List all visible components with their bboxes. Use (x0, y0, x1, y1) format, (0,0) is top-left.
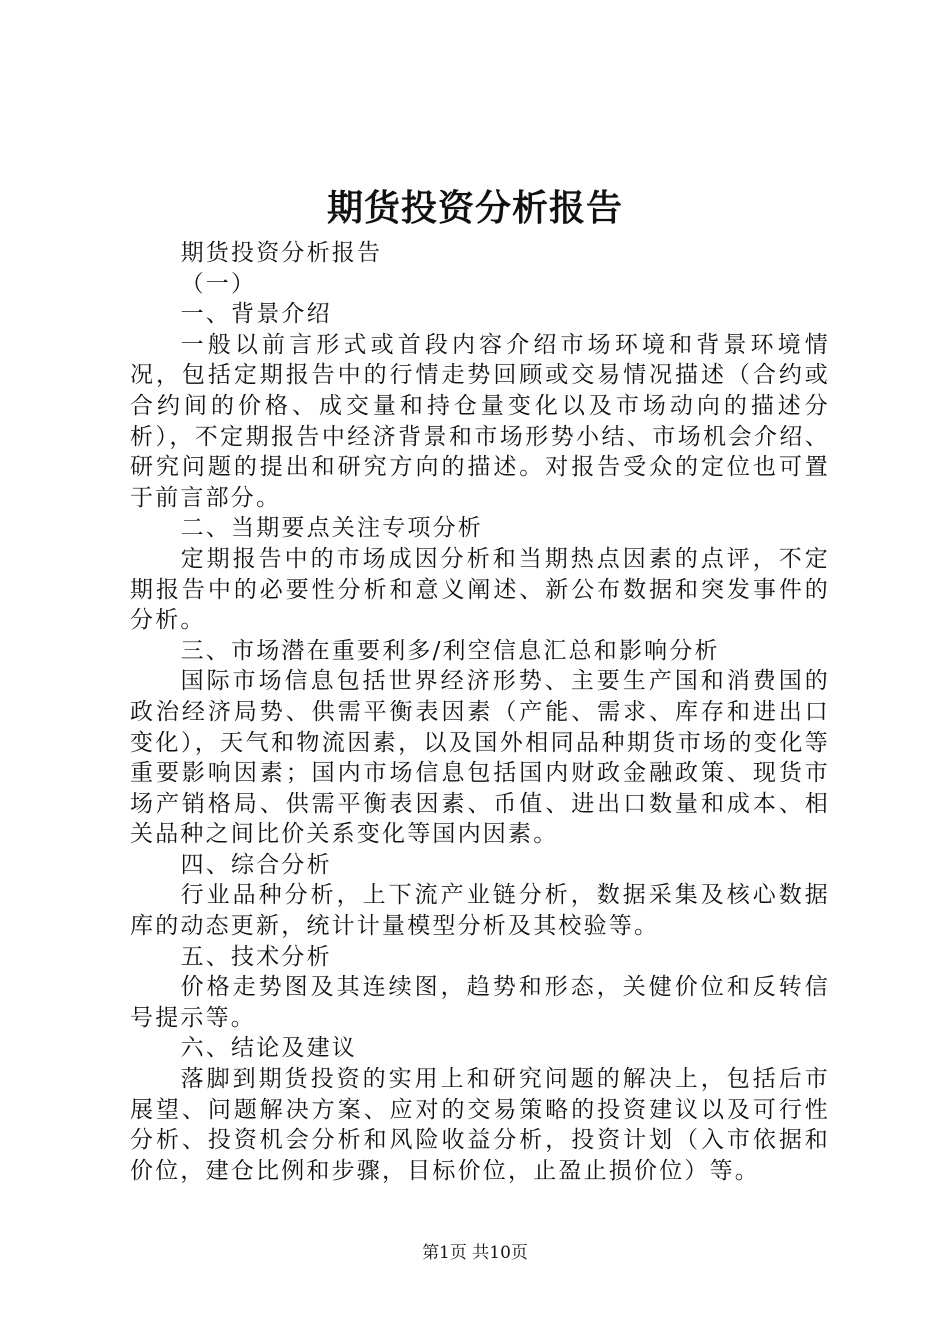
page-number-footer: 第1页 共10页 (422, 1243, 528, 1263)
paragraph-technical: 价格走势图及其连续图，趋势和形态，关健价位和反转信号提示等。 (130, 974, 830, 1031)
paragraph-background: 一般以前言形式或首段内容介绍市场环境和背景环境情况，包括定期报告中的行情走势回顾或交易情况描述（合约或合约间的价格、成交量和持仓量变化以及市场动向的描述分析），不定期报告中经济背景和市场形势小结、市场机会介绍、研究问题的提出和研究方向的描述。对报告受众的定位也可置于前言部分。 (130, 331, 830, 511)
section-heading-conclusion: 六、结论及建议 (180, 1035, 357, 1062)
document-title: 期货投资分析报告 (326, 187, 623, 229)
paragraph-conclusion: 落脚到期货投资的实用上和研究问题的解决上，包括后市展望、问题解决方案、应对的交易策略的投资建议以及可行性分析、投资机会分析和风险收益分析，投资计划（入市依据和价位，建仓比例和步骤，目标价位，止盈止损价位）等。 (130, 1066, 830, 1184)
section-heading-key-points: 二、当期要点关注专项分析 (180, 515, 483, 542)
section-heading-technical: 五、技术分析 (180, 943, 332, 970)
section-heading-market-info: 三、市场潜在重要利多/利空信息汇总和影响分析 (180, 637, 720, 664)
paragraph-part-number: （一） (180, 270, 257, 297)
paragraph-key-points: 定期报告中的市场成因分析和当期热点因素的点评，不定期报告中的必要性分析和意义阐述、新公布数据和突发事件的分析。 (130, 545, 830, 634)
document-body (130, 238, 830, 1186)
paragraph-subtitle: 期货投资分析报告 (180, 240, 383, 266)
section-heading-background: 一、背景介绍 (180, 301, 332, 328)
paragraph-market-info: 国际市场信息包括世界经济形势、主要生产国和消费国的政治经济局势、供需平衡表因素（产能、需求、库存和进出口变化），天气和物流因素，以及国外相同品种期货市场的变化等重要影响因素；国内市场信息包括国内财政金融政策、现货市场产销格局、供需平衡表因素、币值、进出口数量和成本、相关品种之间比价关系变化等国内因素。 (130, 668, 830, 848)
paragraph-comprehensive: 行业品种分析，上下流产业链分析，数据采集及核心数据库的动态更新，统计计量模型分析及其校验等。 (130, 882, 830, 940)
section-heading-comprehensive: 四、综合分析 (180, 851, 332, 878)
